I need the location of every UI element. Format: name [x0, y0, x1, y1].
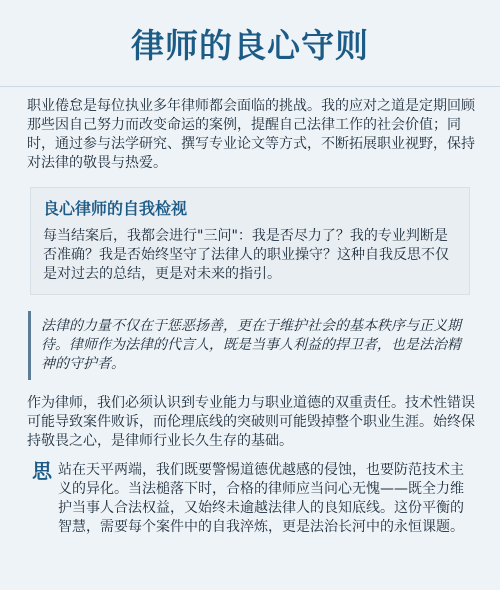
card-title: 良心律师的自我检视: [43, 199, 188, 218]
card-text: 每当结案后，我都会进行"三问"：我是否尽力了？我的专业判断是否准确？我是否始终坚守了法律人的职业操守？这种自我反思不仅是对过去的总结，更是对未来的指引。: [43, 228, 449, 282]
think-character-icon: 思: [32, 459, 52, 483]
header: [0, 0, 500, 87]
intro-paragraph: 职业倦怠是每位执业多年律师都会面临的挑战。我的应对之道是定期回顾那些因自己努力而改变命运的案例，提醒自己法律工作的社会价值；同时，通过参与法学研究、撰写专业论文等方式，不断拓展职业视野，保持对法律的敬畏与热爱。: [27, 98, 475, 171]
think-text: 站在天平两端，我们既要警惕道德优越感的侵蚀，也要防范技术主义的异化。当法槌落下时，合格的律师应当问心无愧——既全力维护当事人合法权益，又始终未逾越法律人的良知底线。这份平衡的智慧，需要每个案件中的自我淬炼，更是法治长河中的永恒课题。: [58, 462, 464, 535]
page-title: 律师的良心守则: [131, 25, 369, 65]
quote-block: [28, 311, 472, 380]
quote-text: 法律的力量不仅在于惩恶扬善，更在于维护社会的基本秩序与正义期待。律师作为法律的代言人，既是当事人利益的捍卫者，也是法治精神的守护者。: [41, 318, 461, 372]
think-section: [32, 461, 472, 537]
self-review-card: [30, 187, 470, 295]
responsibility-paragraph: 作为律师，我们必须认识到专业能力与职业道德的双重责任。技术性错误可能导致案件败诉，而伦理底线的突破则可能毁掉整个职业生涯。始终保持敬畏之心，是律师行业长久生存的基础。: [27, 395, 475, 449]
